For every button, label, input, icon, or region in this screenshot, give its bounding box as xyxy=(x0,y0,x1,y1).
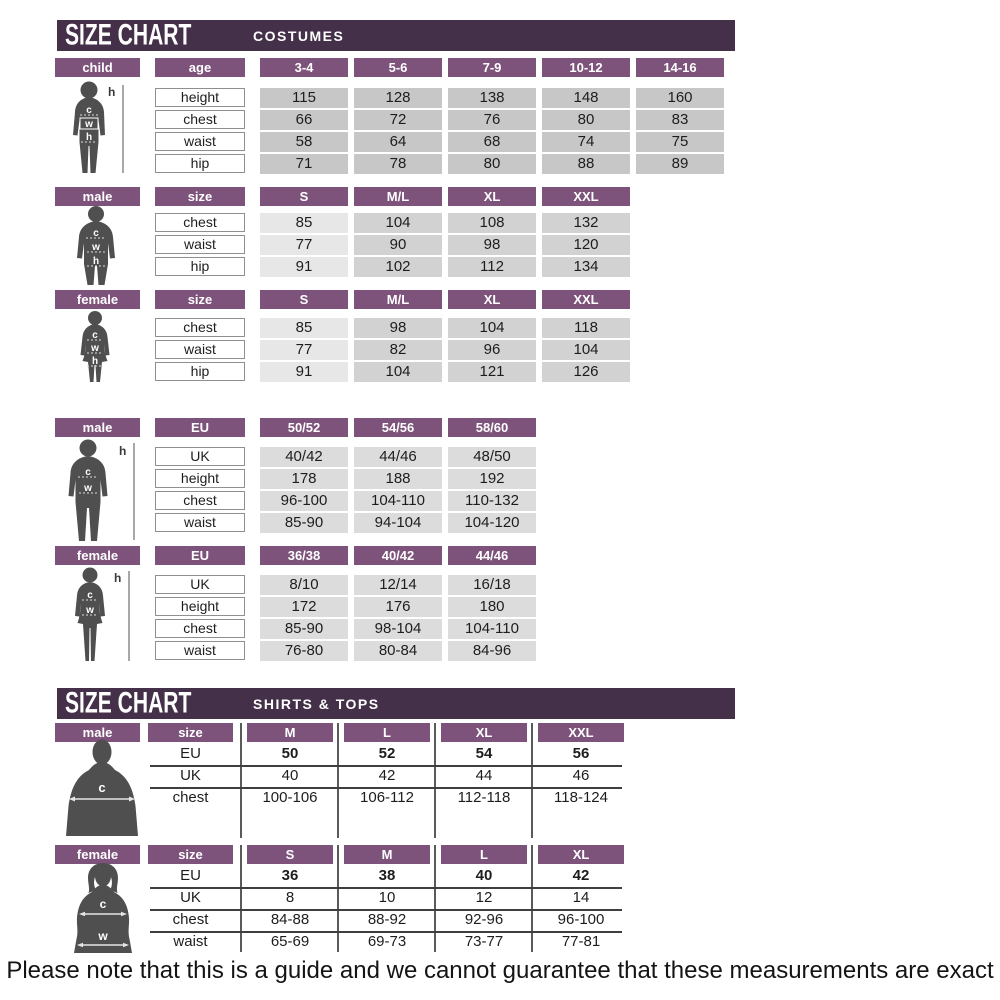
gender-chip: male xyxy=(55,723,140,742)
size-cell: 98 xyxy=(448,235,536,255)
female-full-figure-icon xyxy=(65,310,125,387)
size-cell: 42 xyxy=(378,767,396,784)
size-cell: 118 xyxy=(542,318,630,338)
size-cell: 172 xyxy=(260,597,348,617)
row-label: height xyxy=(155,597,245,616)
gender-chip: male xyxy=(55,187,140,206)
column-header-chip: 36/38 xyxy=(260,546,348,565)
size-cell: 78 xyxy=(354,154,442,174)
male-torso-figure-icon xyxy=(58,739,146,841)
size-cell: 104 xyxy=(542,340,630,360)
column-header-chip: 10-12 xyxy=(542,58,630,77)
size-cell: 10 xyxy=(378,889,396,906)
banner-title: SIZE CHART xyxy=(65,18,192,52)
row-label: chest xyxy=(155,491,245,510)
size-cell: 96-100 xyxy=(557,911,605,928)
size-cell: 48/50 xyxy=(448,447,536,467)
column-header-chip: M/L xyxy=(354,187,442,206)
size-cell: 106-112 xyxy=(360,789,414,806)
size-cell: 52 xyxy=(378,745,396,762)
size-cell: 102 xyxy=(354,257,442,277)
size-cell: 104-110 xyxy=(354,491,442,511)
size-cell: 71 xyxy=(260,154,348,174)
column-divider-line xyxy=(531,845,533,952)
row-label: chest xyxy=(172,911,209,928)
gender-chip: child xyxy=(55,58,140,77)
size-cell: 176 xyxy=(354,597,442,617)
size-cell: 91 xyxy=(260,257,348,277)
row-label: EU xyxy=(180,867,201,884)
size-cell: 112 xyxy=(448,257,536,277)
size-cell: 66 xyxy=(260,110,348,130)
size-cell: 68 xyxy=(448,132,536,152)
size-cell: 84-88 xyxy=(270,911,310,928)
size-cell: 110-132 xyxy=(448,491,536,511)
size-cell: 89 xyxy=(636,154,724,174)
row-label: UK xyxy=(180,767,201,784)
column-header-chip: S xyxy=(260,290,348,309)
size-cell: 12/14 xyxy=(354,575,442,595)
column-header-chip: XL xyxy=(441,723,527,742)
table-header-chip: size xyxy=(155,290,245,309)
row-label: UK xyxy=(180,889,201,906)
svg-text:c: c xyxy=(99,897,107,911)
svg-text:h: h xyxy=(119,444,127,458)
svg-text:w: w xyxy=(98,929,108,943)
svg-text:c: c xyxy=(87,590,93,601)
column-header-chip: XL xyxy=(448,290,536,309)
row-label: height xyxy=(155,469,245,488)
column-header-chip: L xyxy=(344,723,430,742)
size-cell: 94-104 xyxy=(354,513,442,533)
svg-text:w: w xyxy=(85,119,93,130)
size-cell: 84-96 xyxy=(448,641,536,661)
svg-text:w: w xyxy=(86,605,94,616)
size-cell: 38 xyxy=(378,867,396,884)
size-cell: 90 xyxy=(354,235,442,255)
size-cell: 160 xyxy=(636,88,724,108)
size-cell: 40 xyxy=(281,767,299,784)
size-cell: 100-106 xyxy=(262,789,318,806)
column-header-chip: XXL xyxy=(542,187,630,206)
size-cell: 8/10 xyxy=(260,575,348,595)
size-cell: 178 xyxy=(260,469,348,489)
svg-text:c: c xyxy=(86,105,92,116)
column-header-chip: 40/42 xyxy=(354,546,442,565)
column-divider-line xyxy=(434,845,436,952)
size-cell: 56 xyxy=(572,745,590,762)
banner-title: SIZE CHART xyxy=(65,686,192,720)
size-cell: 36 xyxy=(281,867,299,884)
row-label: height xyxy=(155,88,245,107)
row-label: waist xyxy=(155,340,245,359)
size-cell: 58 xyxy=(260,132,348,152)
size-cell: 8 xyxy=(285,889,295,906)
size-cell: 91 xyxy=(260,362,348,382)
column-header-chip: M xyxy=(247,723,333,742)
size-cell: 104 xyxy=(354,362,442,382)
svg-text:h: h xyxy=(85,132,93,143)
size-cell: 42 xyxy=(572,867,590,884)
size-cell: 112-118 xyxy=(457,789,511,806)
table-header-chip: age xyxy=(155,58,245,77)
size-cell: 40/42 xyxy=(260,447,348,467)
column-header-chip: 54/56 xyxy=(354,418,442,437)
svg-text:h: h xyxy=(91,356,99,367)
size-cell: 104-120 xyxy=(448,513,536,533)
svg-text:w: w xyxy=(92,242,100,253)
gender-chip: female xyxy=(55,290,140,309)
size-cell: 77 xyxy=(260,235,348,255)
size-cell: 64 xyxy=(354,132,442,152)
column-header-chip: XL xyxy=(538,845,624,864)
row-label: waist xyxy=(155,132,245,151)
size-cell: 80 xyxy=(448,154,536,174)
svg-text:c: c xyxy=(98,780,106,795)
svg-text:w: w xyxy=(91,343,99,354)
size-cell: 44 xyxy=(475,767,493,784)
row-label: waist xyxy=(155,641,245,660)
size-cell: 12 xyxy=(475,889,493,906)
row-label: hip xyxy=(155,154,245,173)
male-full-figure-icon xyxy=(67,205,125,290)
size-cell: 50 xyxy=(281,745,299,762)
column-header-chip: S xyxy=(260,187,348,206)
size-cell: 54 xyxy=(475,745,493,762)
gender-chip: male xyxy=(55,418,140,437)
size-cell: 120 xyxy=(542,235,630,255)
size-cell: 188 xyxy=(354,469,442,489)
svg-text:c: c xyxy=(92,330,98,341)
size-cell: 82 xyxy=(354,340,442,360)
size-cell: 126 xyxy=(542,362,630,382)
gender-chip: female xyxy=(55,546,140,565)
table-header-chip: EU xyxy=(155,546,245,565)
row-label: chest xyxy=(155,213,245,232)
svg-text:h: h xyxy=(108,85,116,99)
shirts-banner xyxy=(57,688,735,719)
row-label: waist xyxy=(155,513,245,532)
row-label: hip xyxy=(155,362,245,381)
column-header-chip: 14-16 xyxy=(636,58,724,77)
column-divider-line xyxy=(337,723,339,838)
row-label: waist xyxy=(173,933,208,950)
size-cell: 115 xyxy=(260,88,348,108)
column-divider-line xyxy=(337,845,339,952)
gender-chip: female xyxy=(55,845,140,864)
size-cell: 76 xyxy=(448,110,536,130)
size-cell: 85-90 xyxy=(260,513,348,533)
size-cell: 104 xyxy=(448,318,536,338)
row-label: EU xyxy=(180,745,201,762)
column-divider-line xyxy=(434,723,436,838)
size-cell: 104 xyxy=(354,213,442,233)
size-cell: 46 xyxy=(572,767,590,784)
size-cell: 96 xyxy=(448,340,536,360)
column-divider-line xyxy=(240,723,242,838)
disclaimer-note: Please note that this is a guide and we cannot guarantee that these measurements are exact xyxy=(6,957,994,984)
size-cell: 88-92 xyxy=(367,911,407,928)
size-cell: 98-104 xyxy=(354,619,442,639)
column-header-chip: 44/46 xyxy=(448,546,536,565)
size-cell: 192 xyxy=(448,469,536,489)
row-label: chest xyxy=(172,789,209,806)
size-cell: 74 xyxy=(542,132,630,152)
size-cell: 40 xyxy=(475,867,493,884)
row-label: UK xyxy=(155,447,245,466)
size-cell: 72 xyxy=(354,110,442,130)
svg-text:h: h xyxy=(114,571,122,585)
table-header-chip: size xyxy=(155,187,245,206)
column-header-chip: 7-9 xyxy=(448,58,536,77)
size-cell: 121 xyxy=(448,362,536,382)
size-cell: 80-84 xyxy=(354,641,442,661)
column-divider-line xyxy=(531,723,533,838)
male-height-figure-icon xyxy=(57,438,142,548)
female-torso-figure-icon xyxy=(59,861,147,958)
size-cell: 138 xyxy=(448,88,536,108)
size-cell: 75 xyxy=(636,132,724,152)
svg-text:w: w xyxy=(84,483,92,494)
size-cell: 77 xyxy=(260,340,348,360)
child-full-figure-icon xyxy=(60,80,132,181)
size-cell: 73-77 xyxy=(464,933,504,950)
table-header-chip: size xyxy=(148,723,233,742)
column-header-chip: 58/60 xyxy=(448,418,536,437)
size-cell: 80 xyxy=(542,110,630,130)
size-cell: 16/18 xyxy=(448,575,536,595)
table-header-chip: size xyxy=(148,845,233,864)
size-cell: 14 xyxy=(572,889,590,906)
costumes-banner xyxy=(57,20,735,51)
size-cell: 132 xyxy=(542,213,630,233)
row-label: chest xyxy=(155,110,245,129)
size-cell: 88 xyxy=(542,154,630,174)
size-cell: 148 xyxy=(542,88,630,108)
column-header-chip: 50/52 xyxy=(260,418,348,437)
female-height-figure-icon xyxy=(61,566,136,669)
size-cell: 85 xyxy=(260,318,348,338)
column-header-chip: 5-6 xyxy=(354,58,442,77)
size-cell: 85 xyxy=(260,213,348,233)
size-cell: 104-110 xyxy=(448,619,536,639)
size-cell: 128 xyxy=(354,88,442,108)
column-header-chip: XXL xyxy=(538,723,624,742)
row-label: hip xyxy=(155,257,245,276)
size-cell: 65-69 xyxy=(270,933,310,950)
size-cell: 180 xyxy=(448,597,536,617)
row-label: waist xyxy=(155,235,245,254)
size-cell: 108 xyxy=(448,213,536,233)
svg-text:c: c xyxy=(93,228,99,239)
row-label: chest xyxy=(155,318,245,337)
size-cell: 76-80 xyxy=(260,641,348,661)
size-cell: 85-90 xyxy=(260,619,348,639)
column-header-chip: XXL xyxy=(542,290,630,309)
size-cell: 44/46 xyxy=(354,447,442,467)
svg-text:c: c xyxy=(85,467,91,478)
banner-subtitle: COSTUMES xyxy=(253,28,345,44)
column-header-chip: S xyxy=(247,845,333,864)
row-label: UK xyxy=(155,575,245,594)
column-header-chip: M/L xyxy=(354,290,442,309)
size-cell: 92-96 xyxy=(464,911,504,928)
banner-subtitle: SHIRTS & TOPS xyxy=(253,696,380,712)
column-header-chip: XL xyxy=(448,187,536,206)
size-cell: 118-124 xyxy=(554,789,608,806)
row-label: chest xyxy=(155,619,245,638)
svg-text:h: h xyxy=(92,256,100,267)
size-cell: 98 xyxy=(354,318,442,338)
size-cell: 134 xyxy=(542,257,630,277)
size-cell: 77-81 xyxy=(561,933,601,950)
column-header-chip: 3-4 xyxy=(260,58,348,77)
column-divider-line xyxy=(240,845,242,952)
table-header-chip: EU xyxy=(155,418,245,437)
size-cell: 96-100 xyxy=(260,491,348,511)
size-cell: 69-73 xyxy=(367,933,407,950)
size-cell: 83 xyxy=(636,110,724,130)
column-header-chip: M xyxy=(344,845,430,864)
column-header-chip: L xyxy=(441,845,527,864)
